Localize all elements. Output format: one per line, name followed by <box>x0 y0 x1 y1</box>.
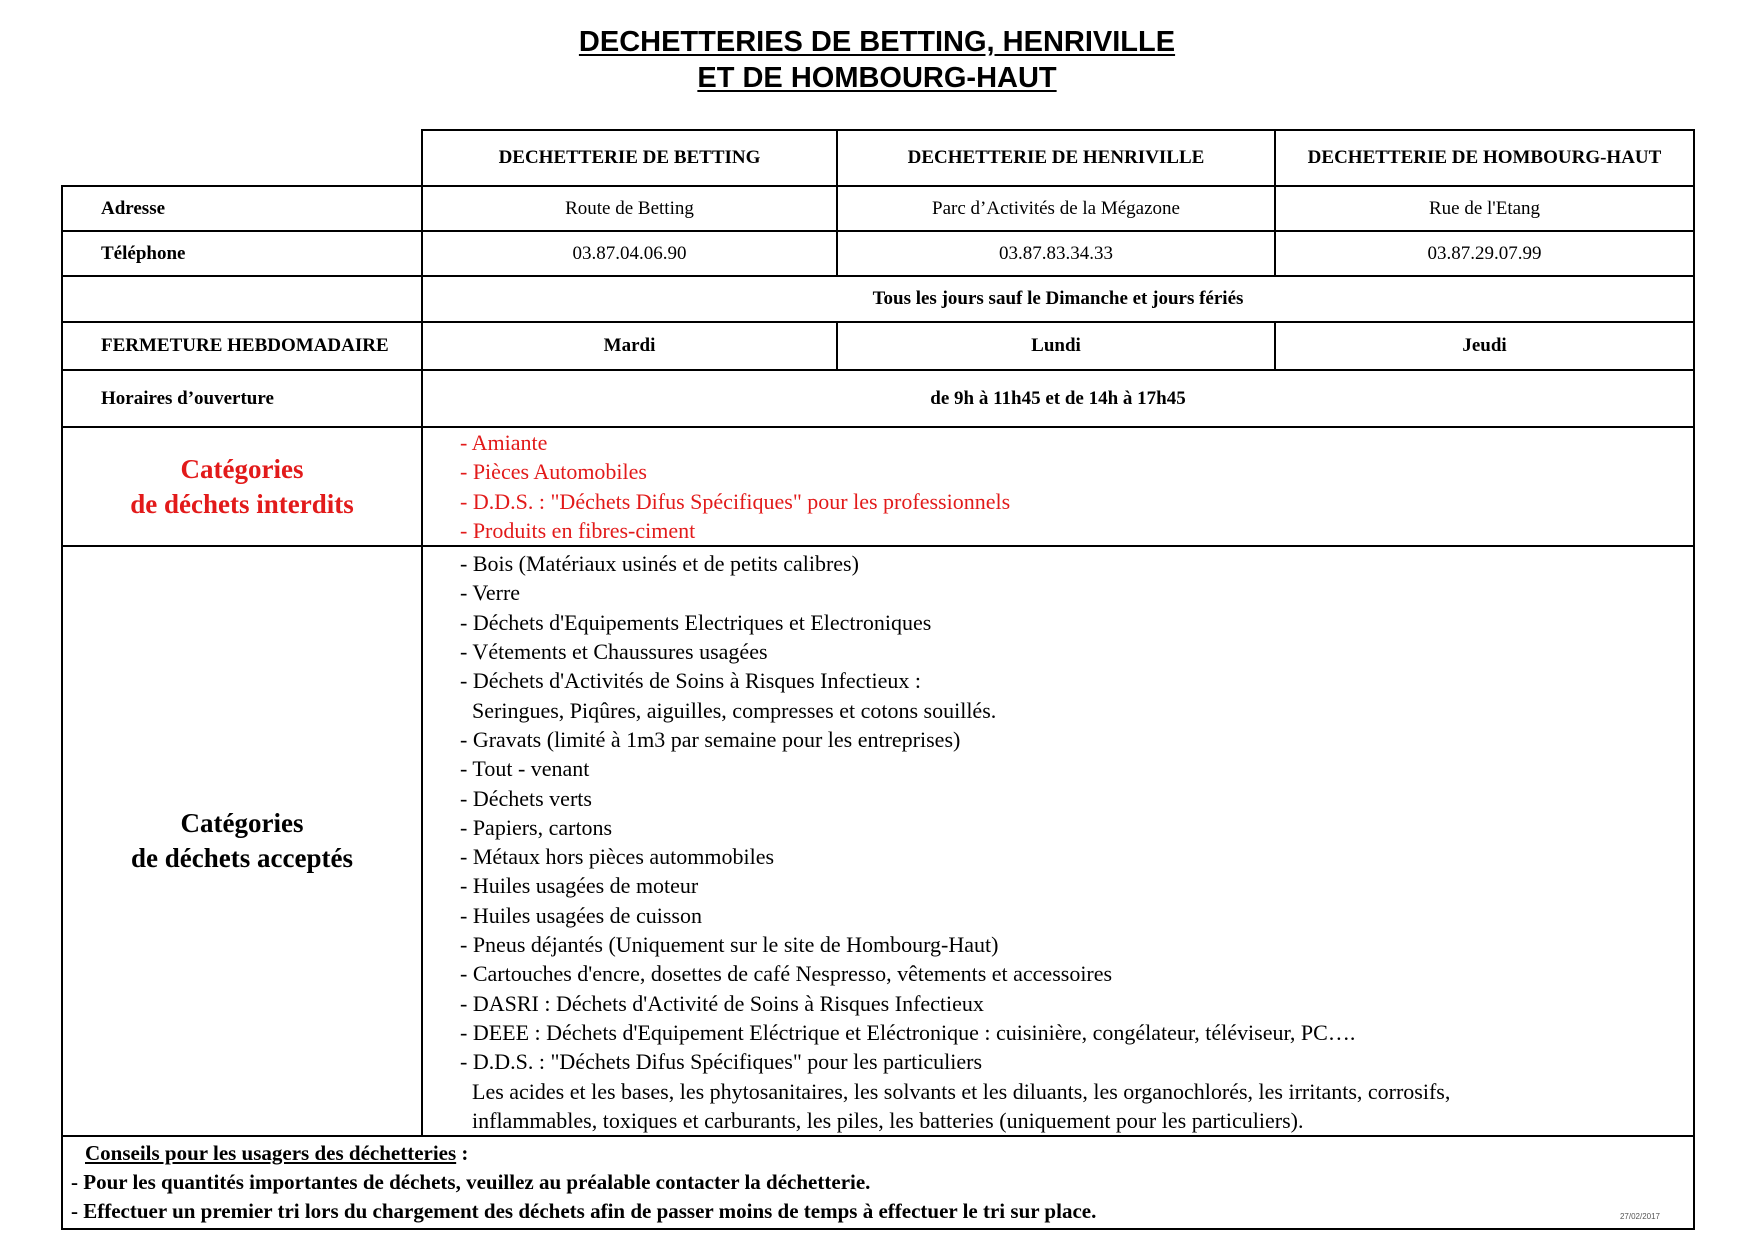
forbidden-label-line-2: de déchets interdits <box>130 488 354 519</box>
list-item: - Cartouches d'encre, dosettes de café Nespresso, vêtements et accessoires <box>460 961 1113 987</box>
weekly-closing-henriville: Lundi <box>837 322 1275 370</box>
address-label: Adresse <box>62 186 422 231</box>
hours-label: Horaires d’ouverture <box>62 370 422 427</box>
list-item: - Produits en fibres-ciment <box>460 517 696 543</box>
phone-row <box>62 231 1694 276</box>
advice-heading-suffix: : <box>456 1141 469 1166</box>
accepted-label-line-2: de déchets acceptés <box>131 843 353 874</box>
document-title <box>0 24 1754 96</box>
list-item: - D.D.S. : "Déchets Difus Spécifiques" pour les particuliers <box>460 1049 983 1075</box>
forbidden-items-list <box>423 428 1693 545</box>
list-item <box>460 1106 1693 1135</box>
weekly-closing-row <box>62 322 1694 370</box>
advice-cell <box>62 1136 1694 1229</box>
advice-line-1: - Pour les quantités importantes de déchets, veuillez au préalable contacter la déchetterie. <box>71 1170 871 1195</box>
list-item: - Métaux hors pièces autommobiles <box>460 844 775 870</box>
forbidden-categories-label <box>62 427 422 546</box>
accepted-label-line-1: Catégories <box>180 808 304 839</box>
list-item <box>460 696 1693 725</box>
forbidden-items-cell <box>422 427 1694 546</box>
footer-date: 27/02/2017 <box>1619 1212 1660 1221</box>
blank-corner-cell <box>62 130 422 186</box>
dechetteries-table <box>61 129 1695 1230</box>
advice-heading-text: Conseils pour les usagers des déchetteries <box>85 1141 457 1166</box>
hours-value: de 9h à 11h45 et de 14h à 17h45 <box>422 370 1694 427</box>
title-line-1: DECHETTERIES DE BETTING, HENRIVILLE <box>578 26 1176 58</box>
list-item: - DEEE : Déchets d'Equipement Eléctrique et Eléctronique : cuisinière, congélateur, téléviseur, PC…. <box>460 1019 1356 1045</box>
list-item-continuation: Les acides et les bases, les phytosanitaires, les solvants et les diluants, les organochlorés, les irritants, corrosifs, <box>472 1078 1451 1104</box>
list-item <box>460 1077 1693 1106</box>
open-days-text: Tous les jours sauf le Dimanche et jours fériés <box>422 276 1694 322</box>
phone-betting: 03.87.04.06.90 <box>422 231 837 276</box>
accepted-items-cell <box>422 546 1694 1136</box>
column-header-betting: DECHETTERIE DE BETTING <box>422 130 837 186</box>
list-item: - Verre <box>460 580 521 606</box>
accepted-categories-label <box>62 546 422 1136</box>
list-item: - Tout - venant <box>460 756 590 782</box>
open-days-row <box>62 276 1694 322</box>
list-item: - Vétements et Chaussures usagées <box>460 639 768 665</box>
list-item: - Huiles usagées de moteur <box>460 873 699 899</box>
list-item: - Papiers, cartons <box>460 814 613 840</box>
title-line-2: ET DE HOMBOURG-HAUT <box>697 62 1057 94</box>
accepted-row <box>62 546 1694 1136</box>
phone-henriville: 03.87.83.34.33 <box>837 231 1275 276</box>
list-item: - D.D.S. : "Déchets Difus Spécifiques" pour les professionnels <box>460 488 1011 514</box>
weekly-closing-label: FERMETURE HEBDOMADAIRE <box>62 322 422 370</box>
list-item: - Amiante <box>460 430 548 455</box>
address-betting: Route de Betting <box>422 186 837 231</box>
list-item: - Déchets d'Equipements Electriques et Electroniques <box>460 609 932 635</box>
list-item: - Bois (Matériaux usinés et de petits calibres) <box>460 551 859 577</box>
list-item: - Pneus déjantés (Uniquement sur le site de Hombourg-Haut) <box>460 932 999 958</box>
address-hombourg-haut: Rue de l'Etang <box>1275 186 1694 231</box>
weekly-closing-betting: Mardi <box>422 322 837 370</box>
list-item: - Huiles usagées de cuisson <box>460 902 702 928</box>
list-item: - Gravats (limité à 1m3 par semaine pour les entreprises) <box>460 726 961 752</box>
hours-row <box>62 370 1694 427</box>
phone-label: Téléphone <box>62 231 422 276</box>
advice-line-2: - Effectuer un premier tri lors du chargement des déchets afin de passer moins de temps à effectuer le tri sur place. <box>71 1199 1097 1224</box>
list-item: - Pièces Automobiles <box>460 459 647 485</box>
list-item-continuation: Seringues, Piqûres, aiguilles, compresses et cotons souillés. <box>472 697 997 723</box>
address-henriville: Parc d’Activités de la Mégazone <box>837 186 1275 231</box>
list-item: - Déchets verts <box>460 785 592 811</box>
open-days-blank-cell <box>62 276 422 322</box>
list-item: - Déchets d'Activités de Soins à Risques Infectieux : <box>460 668 921 694</box>
advice-row <box>62 1136 1694 1229</box>
column-header-hombourg-haut: DECHETTERIE DE HOMBOURG-HAUT <box>1275 130 1694 186</box>
weekly-closing-hombourg-haut: Jeudi <box>1275 322 1694 370</box>
list-item: - DASRI : Déchets d'Activité de Soins à Risques Infectieux <box>460 990 984 1016</box>
column-header-henriville: DECHETTERIE DE HENRIVILLE <box>837 130 1275 186</box>
address-row <box>62 186 1694 231</box>
forbidden-label-line-1: Catégories <box>180 453 304 484</box>
list-item-continuation: inflammables, toxiques et carburants, les piles, les batteries (uniquement pour les particuliers). <box>472 1107 1304 1133</box>
forbidden-row <box>62 427 1694 546</box>
accepted-items-list <box>423 549 1693 1135</box>
phone-hombourg-haut: 03.87.29.07.99 <box>1275 231 1694 276</box>
advice-heading <box>71 1139 1693 1168</box>
header-row <box>62 130 1694 186</box>
